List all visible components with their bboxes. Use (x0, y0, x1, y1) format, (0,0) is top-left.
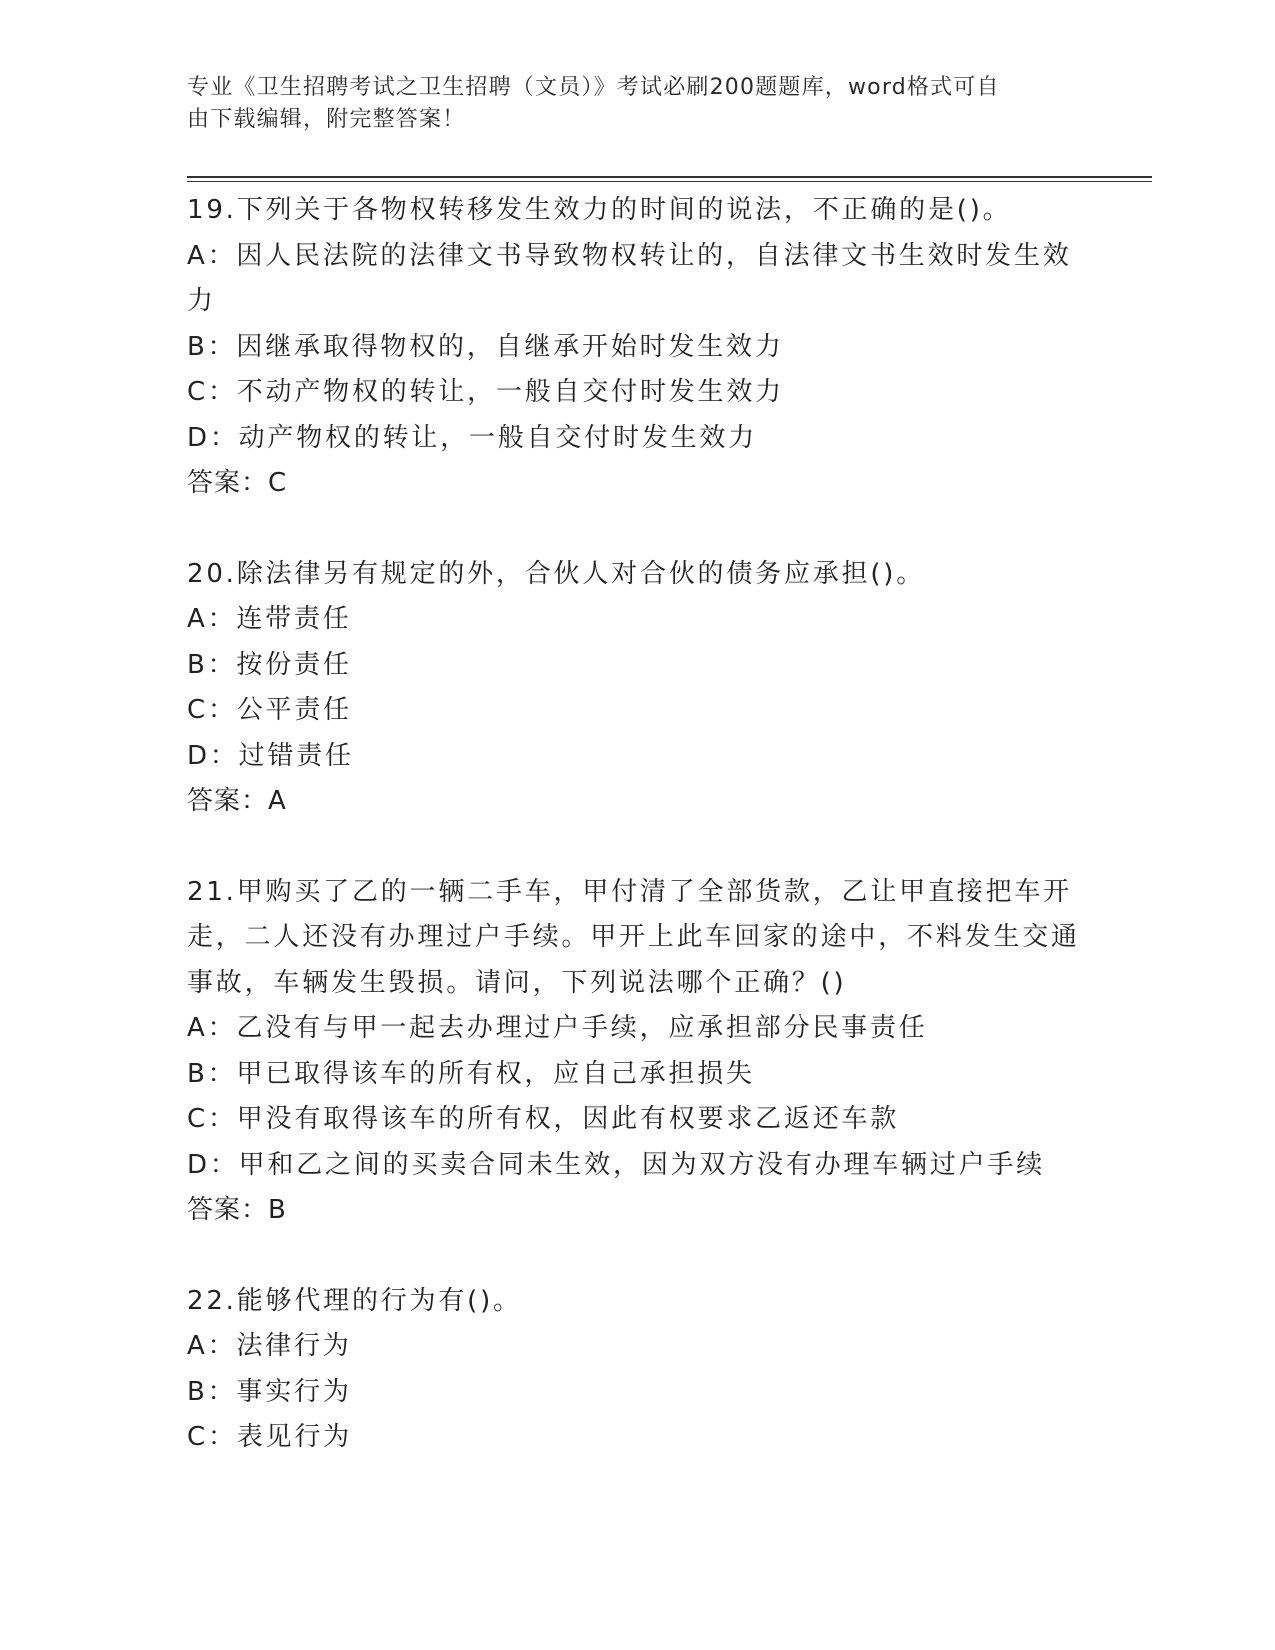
question-20 (187, 552, 1087, 825)
question-19 (187, 188, 1087, 507)
question-list (187, 188, 1087, 1506)
question-21 (187, 870, 1087, 1234)
header-line-1: 专业《卫生招聘考试之卫生招聘（文员）》考试必刷200题题库，word格式可自 (187, 75, 1000, 100)
option-d: D：动产物权的转让，一般自交付时发生效力 (187, 422, 758, 453)
option-d: D：甲和乙之间的买卖合同未生效，因为双方没有办理车辆过户手续 (187, 1149, 1046, 1180)
header-line-2: 由下载编辑，附完整答案！ (187, 107, 466, 132)
option-b: B：事实行为 (187, 1376, 352, 1407)
answer: 答案：B (187, 1195, 287, 1225)
option-a: A：连带责任 (187, 604, 352, 634)
question-stem: 20.除法律另有规定的外，合伙人对合伙的债务应承担()。 (187, 558, 926, 589)
document-header (187, 72, 1067, 136)
option-c: C：甲没有取得该车的所有权，因此有权要求乙返还车款 (187, 1104, 900, 1134)
option-c: C：公平责任 (187, 695, 352, 725)
option-a: A：因人民法院的法律文书导致物权转让的，自法律文书生效时发生效力 (187, 240, 1072, 316)
question-stem: 21.甲购买了乙的一辆二手车，甲付清了全部货款，乙让甲直接把车开走，二人还没有办理过户手续。甲开上此车回家的途中，不料发生交通事故，车辆发生毁损。请问，下列说法哪个正确？() (187, 876, 1080, 998)
option-c: C：表见行为 (187, 1422, 352, 1452)
option-d: D：过错责任 (187, 740, 354, 771)
option-b: B：因继承取得物权的，自继承开始时发生效力 (187, 331, 784, 362)
option-a: A：法律行为 (187, 1331, 352, 1361)
header-rule-thick (187, 176, 1152, 178)
option-b: B：按份责任 (187, 649, 352, 680)
option-a: A：乙没有与甲一起去办理过户手续，应承担部分民事责任 (187, 1013, 928, 1043)
header-rule-thin (187, 181, 1152, 182)
option-c: C：不动产物权的转让，一般自交付时发生效力 (187, 377, 784, 407)
question-stem: 19.下列关于各物权转移发生效力的时间的说法，不正确的是()。 (187, 195, 1012, 225)
option-b: B：甲已取得该车的所有权，应自己承担损失 (187, 1058, 755, 1089)
answer: 答案：C (187, 468, 288, 498)
question-22 (187, 1279, 1087, 1461)
answer: 答案：A (187, 786, 287, 816)
question-stem: 22.能够代理的行为有()。 (187, 1285, 522, 1316)
